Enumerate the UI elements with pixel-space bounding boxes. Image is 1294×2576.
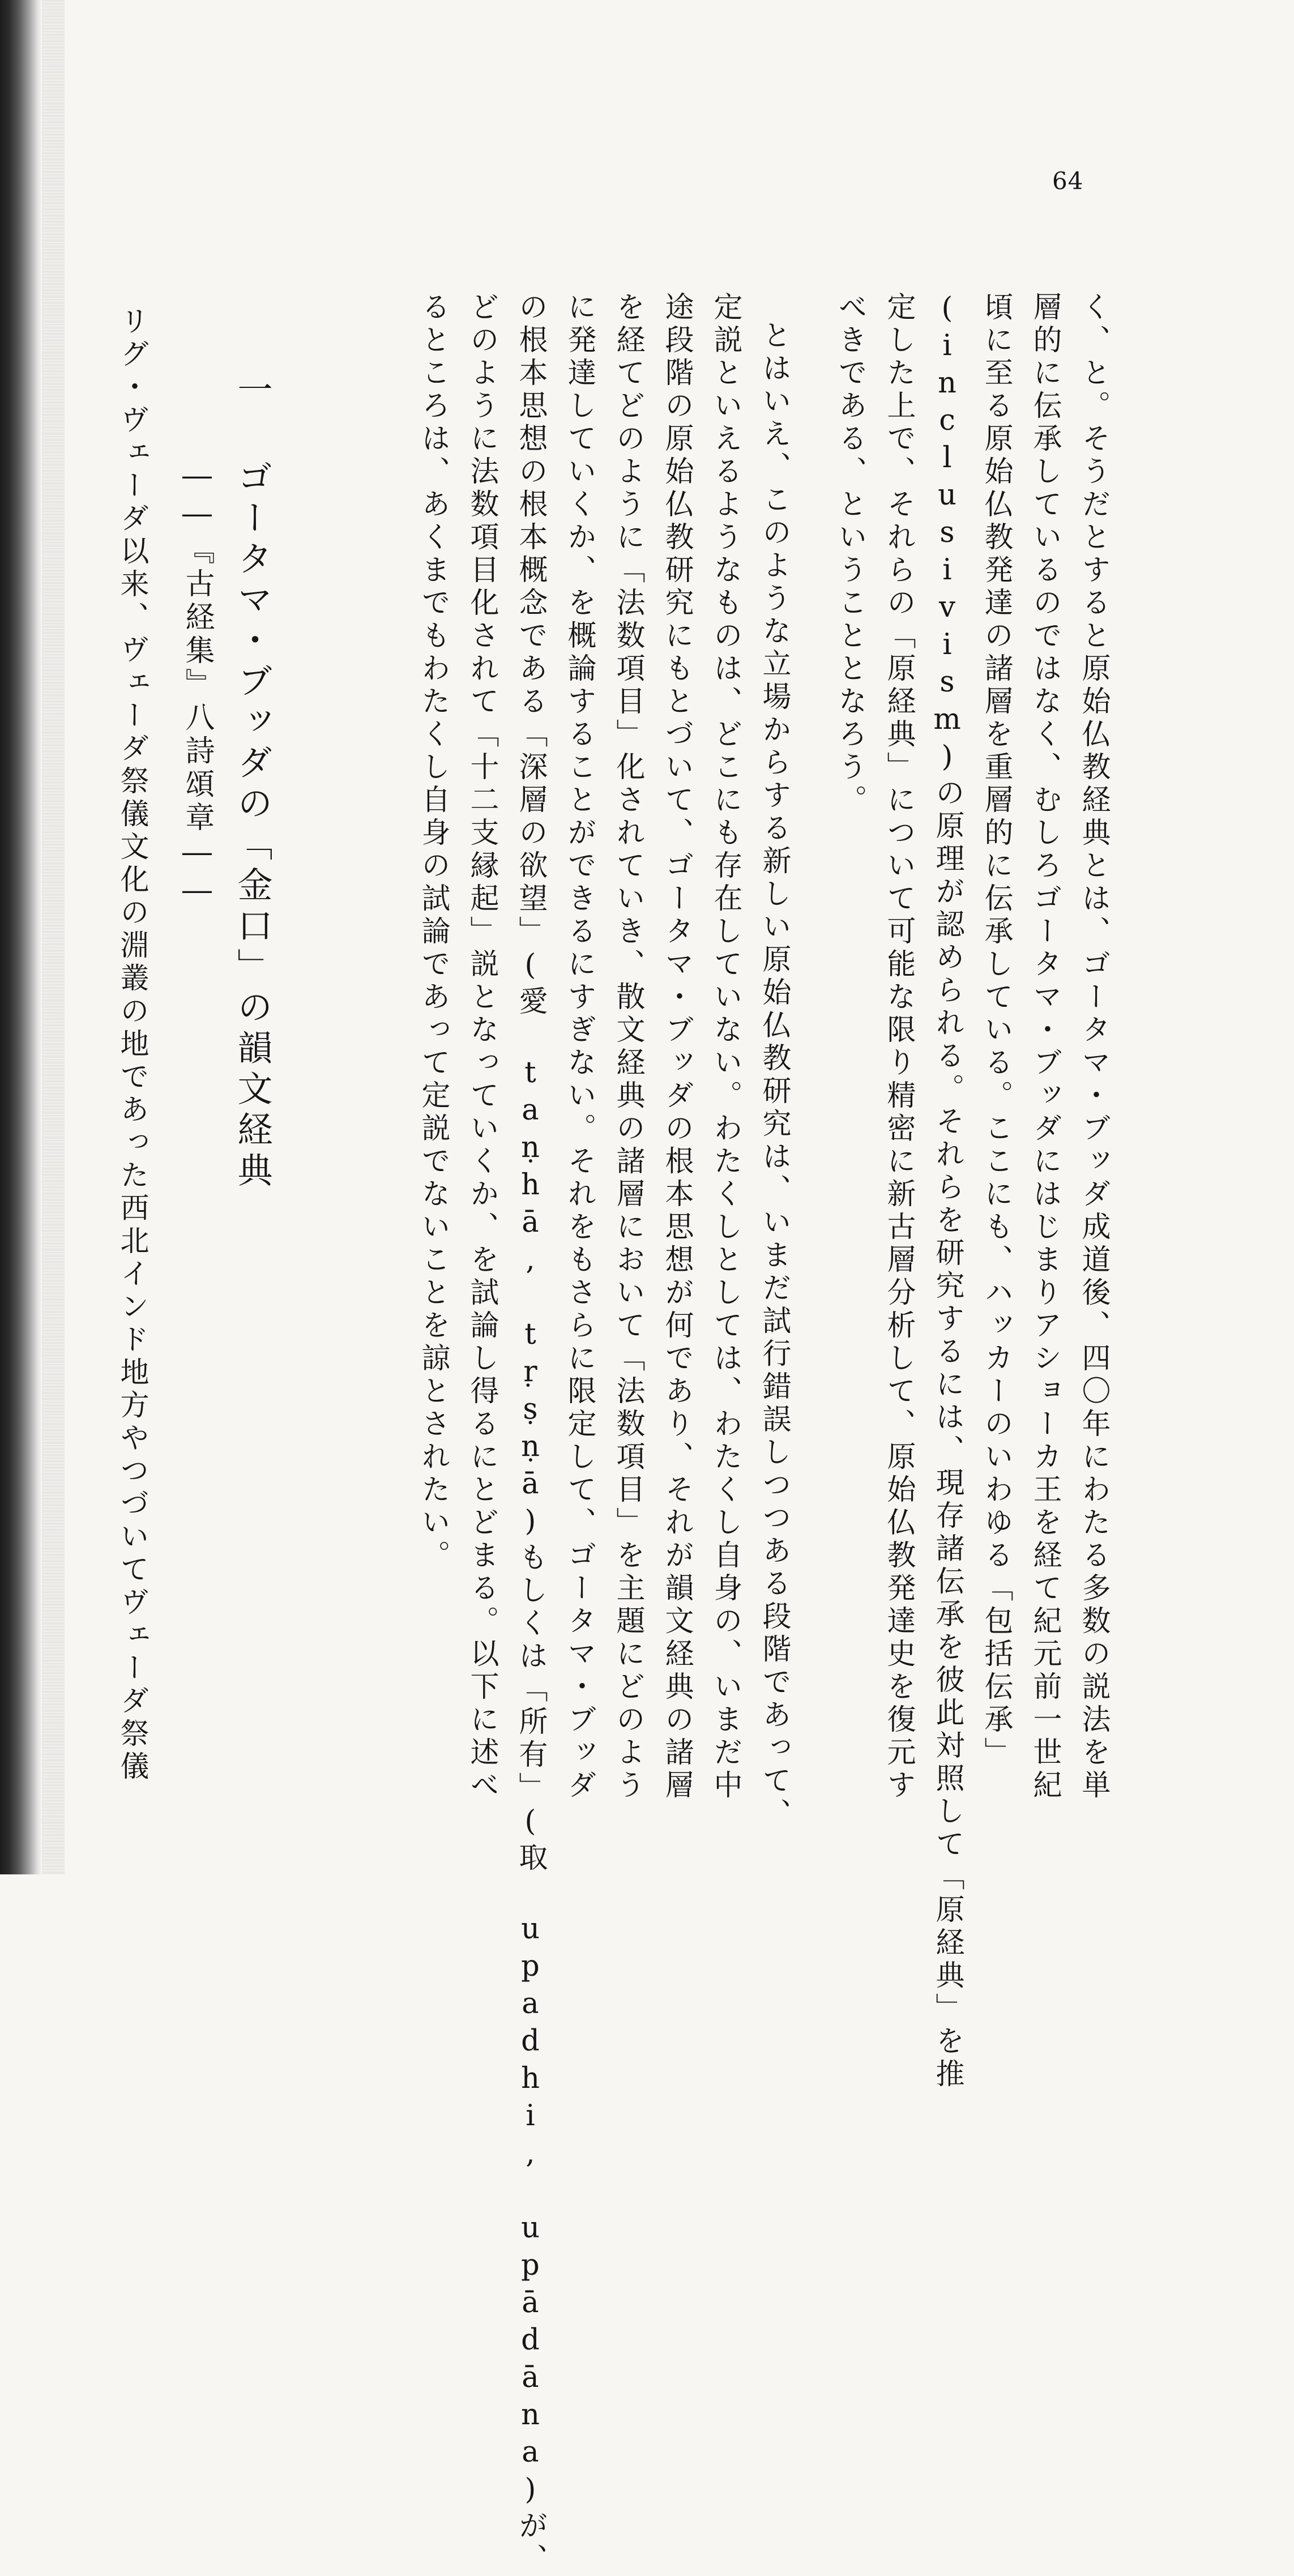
text-column: 頃に至る原始仏教発達の諸層を重層的に伝承している。ここにも、ハッカーのいわゆる「包括伝承」: [979, 292, 1013, 1770]
text-column: を経てどのように「法数項目」化されていき、散文経典の諸層において「法数項目」を主題にどのよう: [611, 292, 644, 1802]
text-column: 層的に伝承しているのではなく、むしろゴータマ・ブッダにはじまりアショーカ王を経て紀元前一世紀: [1028, 292, 1061, 1802]
text-column: く、と。そうだとすると原始仏教経典とは、ゴータマ・ブッダ成道後、四〇年にわたる多数の説法を単: [1077, 292, 1110, 1802]
text-column: の根本思想の根本概念である「深層の欲望」(愛 taṇhā, tṛṣṇā)もしくは「所有」(取 upadhi, upādāna)が、: [514, 292, 547, 2576]
text-column: べきである、ということとなろう。: [833, 292, 866, 817]
section-subheading: ――『古経集』八詩頌章――: [180, 459, 214, 911]
text-column: どのように法数項目化されて「十二支縁起」説となっていくか、を試論し得るにとどまる。以下に述べ: [465, 292, 498, 1802]
text-column: 途段階の原始仏教研究にもとづいて、ゴータマ・ブッダの根本思想が何であり、それが韻文経典の諸層: [660, 292, 693, 1802]
text-column: るところは、あくまでもわたくし自身の試論であって定説でないことを諒とされたい。: [416, 292, 450, 1573]
section-heading: 一 ゴータマ・ブッダの「金口」の韻文経典: [232, 371, 273, 1193]
text-column: とはいえ、このような立場からする新しい原始仏教研究は、いまだ試行錯誤しつつある段階であって、: [757, 320, 791, 1831]
text-column: 定説といえるようなものは、どこにも存在していない。わたくしとしては、わたくし自身の、いまだ中: [708, 292, 742, 1802]
page-number: 64: [1052, 167, 1084, 195]
text-column: に発達していくか、を概論することができるにすぎない。それをもさらに限定して、ゴータマ・ブッダ: [562, 292, 596, 1802]
text-column: リグ・ヴェーダ以来、ヴェーダ祭儀文化の淵叢の地であった西北インド地方やつづいてヴェーダ祭儀: [115, 306, 148, 1784]
text-column: (inclusivism)の原理が認められる。それらを研究するには、現存諸伝承を彼此対照して「原経典」を推: [930, 292, 964, 2091]
scan-shadow: [42, 0, 65, 1874]
text-column: 定した上で、それらの「原経典」について可能な限り精密に新古層分析して、原始仏教発達史を復元す: [882, 292, 915, 1802]
scan-binding-edge: [0, 0, 42, 1874]
